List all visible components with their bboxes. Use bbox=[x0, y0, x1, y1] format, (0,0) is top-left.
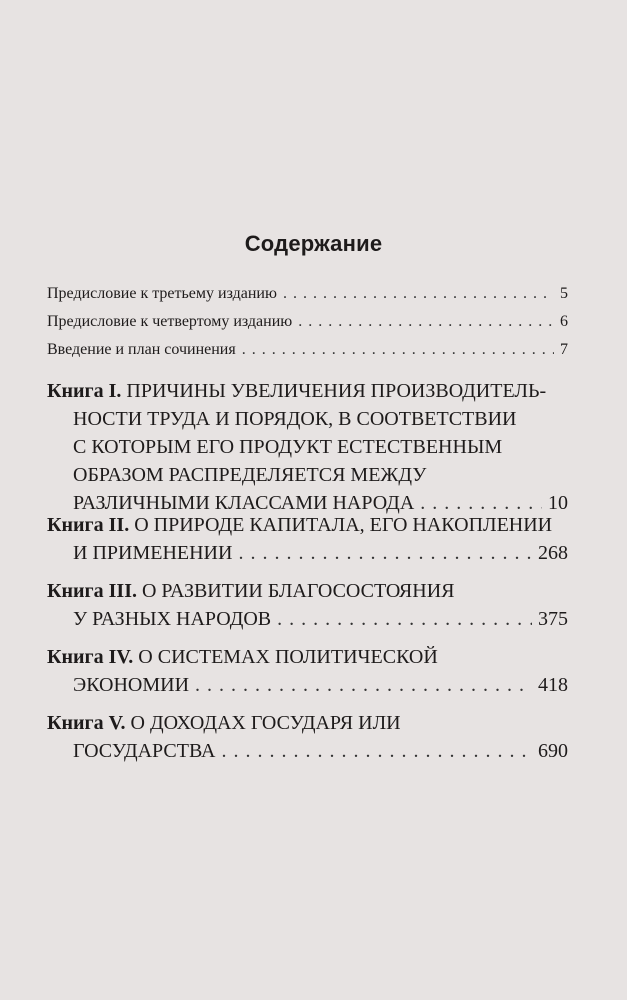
toc-entry-title: Предисловие к четвертому изданию bbox=[47, 313, 293, 330]
leader-dots bbox=[238, 542, 532, 565]
book-title-line: О СИСТЕМАХ ПОЛИТИЧЕСКОЙ bbox=[138, 646, 438, 668]
toc-page-number: 6 bbox=[560, 313, 568, 330]
book-prefix: Книга III. bbox=[47, 580, 137, 602]
leader-dots bbox=[195, 674, 532, 697]
toc-page-number: 7 bbox=[560, 341, 568, 358]
leader-dots bbox=[420, 492, 542, 515]
book-title-line: С КОТОРЫМ ЕГО ПРОДУКТ ЕСТЕСТВЕННЫМ bbox=[73, 436, 503, 458]
leader-dots bbox=[242, 341, 554, 359]
book-prefix: Книга I. bbox=[47, 380, 122, 402]
toc-entry-preface-4 bbox=[47, 313, 568, 333]
page-title: Содержание bbox=[244, 231, 383, 256]
book-title-line: ГОСУДАРСТВА bbox=[73, 740, 216, 762]
leader-dots bbox=[222, 740, 533, 763]
book-title-line: ПРИЧИНЫ УВЕЛИЧЕНИЯ ПРОИЗВОДИТЕЛЬ- bbox=[126, 380, 547, 402]
book-title-line: ЭКОНОМИИ bbox=[73, 674, 190, 696]
book-prefix: Книга II. bbox=[47, 514, 130, 536]
toc-page-number: 418 bbox=[538, 674, 568, 696]
book-title-line: РАЗЛИЧНЫМИ КЛАССАМИ НАРОДА bbox=[73, 492, 415, 514]
toc-entry-introduction bbox=[47, 341, 568, 361]
toc-entry-book-2 bbox=[47, 514, 568, 570]
toc-page-number: 690 bbox=[538, 740, 568, 762]
toc-entry-title: Введение и план сочинения bbox=[47, 341, 236, 358]
book-title-line: О ПРИРОДЕ КАПИТАЛА, ЕГО НАКОПЛЕНИИ bbox=[134, 514, 553, 536]
toc-entry-title: Предисловие к третьему изданию bbox=[47, 285, 277, 302]
toc-page-number: 268 bbox=[538, 542, 568, 564]
book-prefix: Книга V. bbox=[47, 712, 126, 734]
toc-page-number: 5 bbox=[560, 285, 568, 302]
book-title-line: НОСТИ ТРУДА И ПОРЯДОК, В СООТВЕТСТВИИ bbox=[73, 408, 517, 430]
toc-page-number: 10 bbox=[548, 492, 568, 514]
leader-dots bbox=[277, 608, 532, 631]
leader-dots bbox=[298, 313, 554, 331]
leader-dots bbox=[283, 285, 554, 303]
toc-entry-book-1 bbox=[47, 380, 568, 520]
toc-page-number: 375 bbox=[538, 608, 568, 630]
book-title-line: О РАЗВИТИИ БЛАГОСОСТОЯНИЯ bbox=[141, 580, 455, 602]
book-title-line: И ПРИМЕНЕНИИ bbox=[73, 542, 233, 564]
book-title-line: ОБРАЗОМ РАСПРЕДЕЛЯЕТСЯ МЕЖДУ bbox=[73, 464, 427, 486]
book-title-line: О ДОХОДАХ ГОСУДАРЯ ИЛИ bbox=[130, 712, 401, 734]
toc-entry-preface-3 bbox=[47, 285, 568, 305]
book-title-line: У РАЗНЫХ НАРОДОВ bbox=[73, 608, 272, 630]
toc-entry-book-3 bbox=[47, 580, 568, 636]
toc-entry-book-5 bbox=[47, 712, 568, 768]
toc-entry-book-4 bbox=[47, 646, 568, 702]
book-prefix: Книга IV. bbox=[47, 646, 134, 668]
